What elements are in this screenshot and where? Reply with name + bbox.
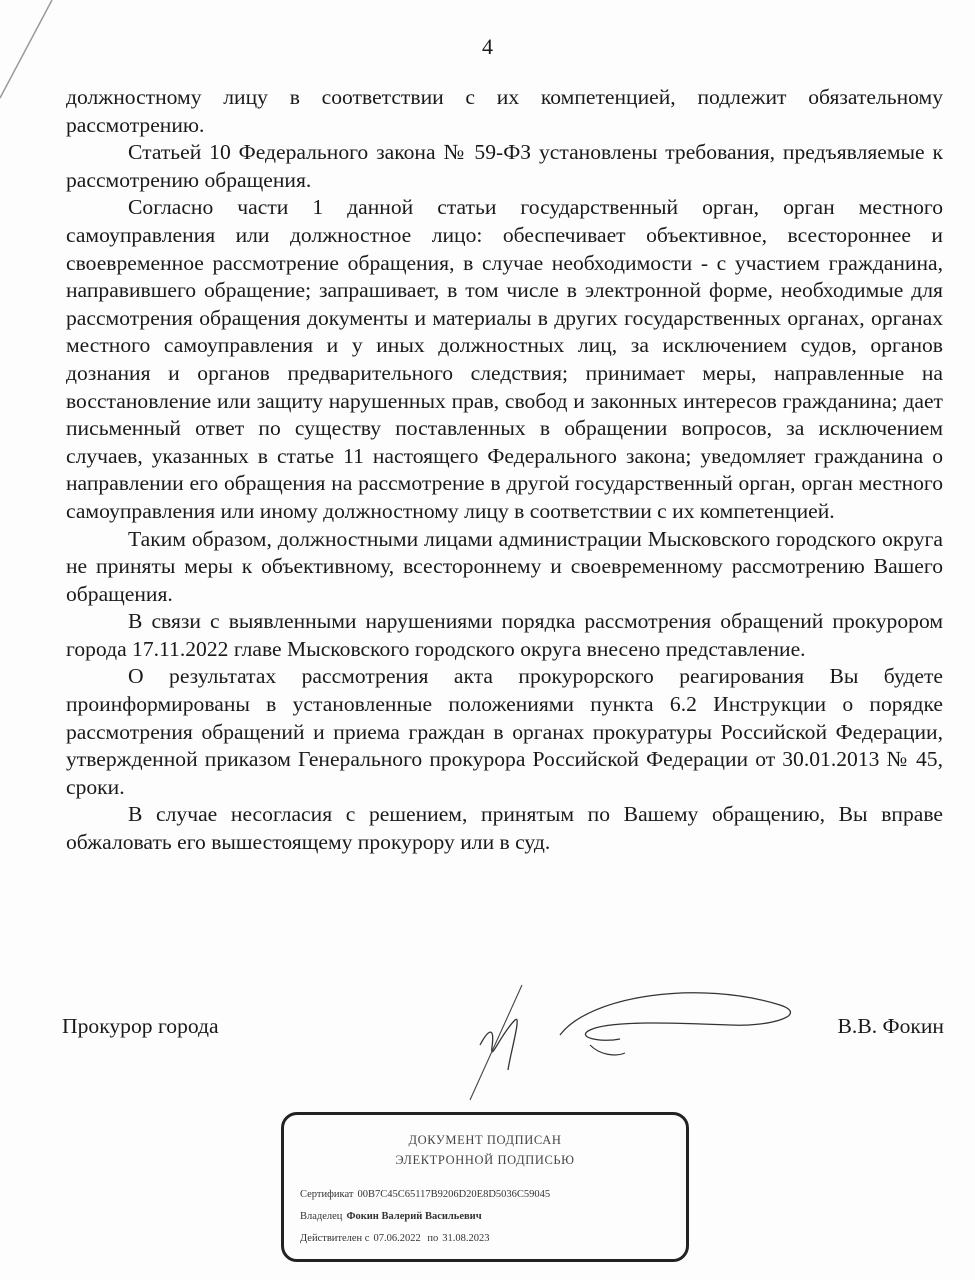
stamp-validity (300, 1233, 489, 1244)
owner-value: Фокин Валерий Васильевич (346, 1211, 482, 1222)
owner-label: Владелец (300, 1211, 343, 1222)
paragraph: В связи с выявленными нарушениями порядка рассмотрения обращений прокурором города 17.11.2022 главе Мысковского городского округа внесено представление. (66, 609, 943, 661)
handwritten-signature (440, 975, 840, 1105)
signer-name: В.В. Фокин (837, 1014, 944, 1038)
stamp-title-line2: ЭЛЕКТРОННОЙ ПОДПИСЬЮ (395, 1153, 575, 1167)
paragraph: Статьей 10 Федерального закона № 59-ФЗ установлены требования, предъявляемые к рассмотрению обращения. (66, 140, 943, 192)
paragraph: должностному лицу в соответствии с их компетенцией, подлежит обязательному рассмотрению. (66, 85, 943, 137)
page-edge-line (0, 0, 60, 120)
paragraph: О результатах рассмотрения акта прокурорского реагирования Вы будете проинформированы в установленные положениями пункта 6.2 Инструкции о порядке рассмотрения обращений и приема граждан в органах прокуратуры Российской Федерации, утвержденной приказом Генерального прокурора Российской Федерации от 30.01.2013 № 45, сроки. (66, 664, 943, 799)
valid-to: 31.08.2023 (442, 1233, 490, 1244)
valid-from: 07.06.2022 (373, 1233, 421, 1244)
electronic-signature-stamp (281, 1112, 689, 1262)
signer-position: Прокурор города (62, 1014, 219, 1038)
certificate-label: Сертификат (300, 1189, 354, 1200)
valid-label: Действителен с (300, 1233, 370, 1244)
paragraph: В случае несогласия с решением, принятым по Вашему обращению, Вы вправе обжаловать его вышестоящему прокурору или в суд. (66, 802, 943, 855)
page-number: 4 (482, 34, 493, 59)
stamp-title-line1: ДОКУМЕНТ ПОДПИСАН (408, 1133, 562, 1147)
letter-body (66, 84, 943, 857)
stamp-owner (300, 1211, 482, 1222)
paragraph: Согласно части 1 данной статьи государственный орган, орган местного самоуправления или должностное лицо: обеспечивает объективное, всестороннее и своевременное рассмотрение обращения, в случае необходимости - с участием гражданина, направившего обращение; запрашивает, в том числе в электронной форме, необходимые для рассмотрения обращения документы и материалы в других государственных органах, органах местного самоуправления и у иных должностных лиц, за исключением судов, органов дознания и органов предварительного следствия; принимает меры, направленные на восстановление или защиту нарушенных прав, свобод и законных интересов гражданина; дает письменный ответ по существу поставленных в обращении вопросов, за исключением случаев, указанных в статье 11 настоящего Федерального закона; уведомляет гражданина о направлении его обращения на рассмотрение в другой государственный орган, орган местного самоуправления или иному должностному лицу в соответствии с их компетенцией. (66, 195, 943, 523)
valid-to-label: по (427, 1233, 439, 1244)
stamp-certificate (300, 1189, 550, 1200)
certificate-value: 00B7C45C65117B9206D20E8D5036C59045 (357, 1189, 551, 1200)
paragraph: Таким образом, должностными лицами администрации Мысковского городского округа не приняты меры к объективному, всестороннему и своевременному рассмотрению Вашего обращения. (66, 526, 943, 606)
